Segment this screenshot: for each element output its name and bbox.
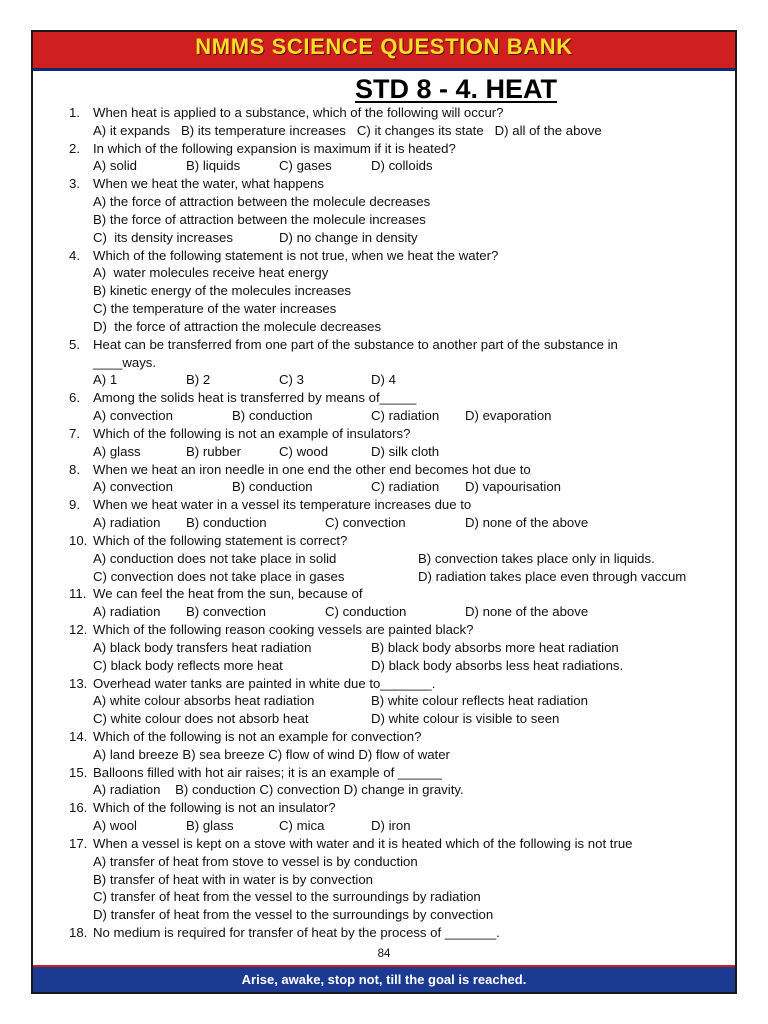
question-17	[0, 835, 768, 853]
option-row	[0, 781, 768, 799]
question-text: Which of the following is not an example of insulators?	[93, 425, 411, 441]
option-a: A) conduction does not take place in solid	[93, 550, 337, 566]
question-text: When heat is applied to a substance, which of the following will occur?	[93, 105, 504, 120]
option-row	[0, 568, 768, 586]
option-d: D) silk cloth	[371, 443, 440, 459]
question-2	[0, 140, 768, 158]
question-text: When a vessel is kept on a stove with water and it is heated which of the following is not true	[93, 835, 633, 851]
option-a: A) convection	[93, 408, 173, 424]
option-line: A) radiation B) conduction C) convection D) change in gravity.	[93, 782, 464, 798]
question-text: Among the solids heat is transferred by means of_____	[93, 390, 417, 406]
question-list	[0, 104, 768, 942]
option-d: D) no change in density	[279, 229, 418, 245]
question-number: 17.	[69, 835, 88, 851]
question-12	[0, 621, 768, 639]
option-c: C) radiation	[371, 479, 440, 495]
option-row	[0, 229, 768, 247]
option-c: C) convection does not take place in gases	[93, 568, 345, 584]
option-b: B) black body absorbs more heat radiation	[371, 639, 619, 655]
page-number: 84	[377, 948, 391, 960]
question-4	[0, 247, 768, 265]
option-b: B) conduction	[186, 515, 267, 531]
question-16	[0, 799, 768, 817]
option-row	[0, 371, 768, 389]
question-10	[0, 532, 768, 550]
option-a: A) transfer of heat from stove to vessel is by conduction	[93, 853, 418, 869]
option-row	[0, 300, 768, 318]
question-number: 16.	[69, 800, 88, 816]
question-number: 2.	[69, 140, 80, 156]
header-title: NMMS SCIENCE QUESTION BANK	[195, 34, 573, 59]
question-number: 3.	[69, 176, 80, 192]
option-b: B) white colour reflects heat radiation	[371, 693, 588, 709]
option-row	[0, 853, 768, 871]
question-text: Balloons filled with hot air raises; it is an example of ______	[93, 764, 442, 780]
question-text: Overhead water tanks are painted in white due to_______.	[93, 675, 436, 691]
option-d: D) iron	[371, 818, 411, 834]
option-row	[0, 657, 768, 675]
option-row	[0, 888, 768, 906]
question-text: When we heat the water, what happens	[93, 176, 324, 192]
question-number: 6.	[69, 390, 80, 406]
option-d: D) vapourisation	[465, 479, 562, 495]
question-number: 7.	[69, 425, 80, 441]
question-18	[0, 924, 768, 942]
option-a: A) convection	[93, 479, 173, 495]
question-number: 8.	[69, 461, 80, 477]
chapter-title: STD 8 - 4. HEAT	[355, 74, 558, 104]
option-d: D) colloids	[371, 158, 433, 174]
question-text: When we heat an iron needle in one end the other end becomes hot due to	[93, 461, 531, 477]
option-c: C) wood	[279, 443, 329, 459]
option-c: C) black body reflects more heat	[93, 657, 283, 673]
question-number: 18.	[69, 925, 88, 941]
option-row	[0, 122, 768, 140]
question-6	[0, 389, 768, 407]
question-text: Which of the following is not an insulator?	[93, 800, 336, 816]
option-c: C) radiation	[371, 408, 440, 424]
question-text: Heat can be transferred from one part of the substance to another part of the substance in	[93, 336, 618, 352]
option-row	[0, 282, 768, 300]
question-text: In which of the following expansion is maximum if it is heated?	[93, 140, 456, 156]
question-8	[0, 461, 768, 479]
option-b: B) transfer of heat with in water is by convection	[93, 871, 373, 887]
question-text: Which of the following is not an example for convection?	[93, 728, 422, 744]
option-row	[0, 193, 768, 211]
question-text: Which of the following statement is not true, when we heat the water?	[93, 247, 499, 263]
option-a: A) wool	[93, 818, 137, 834]
option-d: D) black body absorbs less heat radiations.	[371, 657, 624, 673]
question-15	[0, 764, 768, 782]
option-row	[0, 264, 768, 282]
question-number: 12.	[69, 622, 88, 638]
option-row	[0, 603, 768, 621]
question-9	[0, 496, 768, 514]
question-number: 9.	[69, 497, 80, 513]
question-5	[0, 336, 768, 354]
question-text: No medium is required for transfer of heat by the process of _______.	[93, 925, 500, 941]
header-banner	[33, 32, 735, 71]
option-d: D) the force of attraction the molecule decreases	[93, 318, 382, 334]
option-b: B) 2	[186, 372, 211, 388]
option-a: A) black body transfers heat radiation	[93, 639, 312, 655]
option-row	[0, 817, 768, 835]
option-row	[0, 746, 768, 764]
option-row	[0, 157, 768, 175]
option-b: B) kinetic energy of the molecules increases	[93, 283, 352, 299]
option-c: C) 3	[279, 372, 304, 388]
option-a: A) the force of attraction between the molecule decreases	[93, 194, 431, 210]
question-number: 14.	[69, 728, 88, 744]
footer-motto: Arise, awake, stop not, till the goal is reached.	[241, 972, 527, 987]
option-row	[0, 639, 768, 657]
option-row	[0, 906, 768, 924]
option-d: D) 4	[371, 372, 396, 388]
option-b: B) liquids	[186, 158, 241, 174]
option-row	[0, 443, 768, 461]
question-number: 4.	[69, 247, 80, 263]
option-b: B) the force of attraction between the molecule increases	[93, 211, 426, 227]
option-c: C) conduction	[325, 604, 407, 620]
question-14	[0, 728, 768, 746]
option-line: A) it expands B) its temperature increases C) it changes its state D) all of the above	[93, 122, 602, 138]
question-text: Which of the following reason cooking vessels are painted black?	[93, 622, 474, 638]
option-c: C) transfer of heat from the vessel to the surroundings by radiation	[93, 889, 481, 905]
option-d: D) radiation takes place even through vaccum	[418, 568, 687, 584]
option-c: C) its density increases	[93, 229, 233, 245]
option-row	[0, 407, 768, 425]
option-b: B) convection takes place only in liquids.	[418, 550, 655, 566]
question-number: 1.	[69, 105, 80, 120]
option-a: A) radiation	[93, 604, 161, 620]
option-d: D) transfer of heat from the vessel to the surroundings by convection	[93, 907, 494, 923]
question-number: 13.	[69, 675, 88, 691]
option-a: A) glass	[93, 443, 141, 459]
option-d: D) white colour is visible to seen	[371, 711, 560, 727]
option-row	[0, 550, 768, 568]
option-c: C) white colour does not absorb heat	[93, 711, 309, 727]
option-a: A) 1	[93, 372, 118, 388]
question-7	[0, 425, 768, 443]
option-a: A) white colour absorbs heat radiation	[93, 693, 315, 709]
option-d: D) none of the above	[465, 604, 589, 620]
option-row	[0, 318, 768, 336]
option-b: B) conduction	[232, 408, 313, 424]
option-b: B) conduction	[232, 479, 313, 495]
option-c: C) the temperature of the water increases	[93, 301, 337, 317]
option-d: D) none of the above	[465, 515, 589, 531]
question-text: Which of the following statement is correct?	[93, 532, 348, 548]
footer-banner	[33, 965, 735, 992]
question-number: 5.	[69, 336, 80, 352]
question-13	[0, 675, 768, 693]
option-d: D) evaporation	[465, 408, 552, 424]
option-row	[0, 710, 768, 728]
question-text: When we heat water in a vessel its temperature increases due to	[93, 497, 472, 513]
option-a: A) solid	[93, 158, 137, 174]
option-b: B) convection	[186, 604, 266, 620]
question-text: We can feel the heat from the sun, because of	[93, 586, 363, 602]
question-3	[0, 175, 768, 193]
option-c: C) convection	[325, 515, 406, 531]
question-text-continued: ____ways.	[93, 354, 157, 370]
option-row	[0, 871, 768, 889]
option-b: B) rubber	[186, 443, 241, 459]
question-continuation	[0, 354, 768, 372]
option-row	[0, 211, 768, 229]
question-11	[0, 585, 768, 603]
option-a: A) water molecules receive heat energy	[93, 265, 329, 281]
option-a: A) radiation	[93, 515, 161, 531]
option-row	[0, 514, 768, 532]
option-line: A) land breeze B) sea breeze C) flow of wind D) flow of water	[93, 746, 450, 762]
option-c: C) gases	[279, 158, 332, 174]
option-row	[0, 692, 768, 710]
question-number: 10.	[69, 532, 88, 548]
option-row	[0, 478, 768, 496]
question-number: 15.	[69, 764, 88, 780]
question-1	[0, 104, 768, 122]
question-number: 11.	[69, 586, 87, 602]
option-b: B) glass	[186, 818, 234, 834]
option-c: C) mica	[279, 818, 325, 834]
